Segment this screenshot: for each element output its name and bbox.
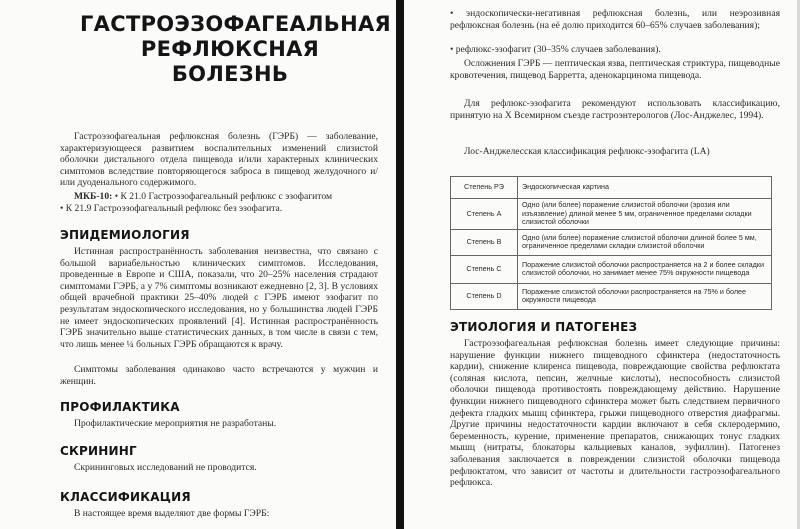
table-cell-stage: Степень B [451, 229, 518, 255]
table-cell-description: Одно (или более) поражение слизистой оболочки длиной более 5 мм, ограниченное пределами складки слизистой оболочки [518, 229, 772, 255]
table-cell-description: Поражение слизистой оболочки распространяется на 75% и более окружности пищевода [518, 283, 772, 309]
table-cell-description: Эндоскопическая картина [518, 177, 772, 199]
heading-prophylaxis: ПРОФИЛАКТИКА [60, 400, 180, 414]
mkb-block [60, 191, 378, 214]
intro-paragraph [60, 131, 378, 189]
classification-paragraph [60, 508, 378, 520]
complications-text: Осложнения ГЭРБ — пептическая язва, пептическая стриктура, пищеводные кровотечения, пищевод Барретта, аденокарцинома пищевода. [450, 58, 780, 81]
mkb-code-2: • К 21.9 Гастроэзофагеальный рефлюкс без эзофагита. [60, 202, 283, 214]
screening-text: Скрининговых исследований не проводится. [74, 462, 257, 473]
right-page [404, 0, 800, 529]
recommendation-paragraph [450, 98, 780, 121]
table-row [451, 229, 772, 255]
table-cell-stage: Степень D [451, 283, 518, 309]
epidemiology-paragraph-1 [60, 246, 378, 350]
table-cell-stage: Степень A [451, 199, 518, 230]
table-caption [450, 146, 780, 158]
table-row [451, 255, 772, 283]
table-cell-description: Поражение слизистой оболочки распространяется на 2 и более складки слизистой оболочки, но занимает менее 75% окружности пищевода [518, 255, 772, 283]
complications-paragraph [450, 58, 780, 81]
epidemiology-text-1: Истинная распространённость заболевания неизвестна, что связано с большой вариабельностью клинических симптомов. Исследования, проведенные в Европе и США, показали, что 20–25% населения страдают симптомами ГЭРБ, а у 7% симптомы возникают ежедневно [2, 3]. В условиях общей врачебной практики 25–40% людей с ГЭРБ имеют эзофагит по результатам эндоскопического исследования, но у большинства людей ГЭРБ не имеет эндоскопических проявлений [4]. Истинная распространённость ГЭРБ значительно выше статистических данных, в том числе в связи с тем, что лишь менее ¼ больных ГЭРБ обращаются к врачу. [60, 246, 378, 350]
classification-text: В настоящее время выделяют две формы ГЭРБ: [74, 508, 270, 519]
heading-etiology: ЭТИОЛОГИЯ И ПАТОГЕНЕЗ [450, 320, 638, 334]
table-row [451, 283, 772, 309]
form-bullet-1: • эндоскопически-негативная рефлюксная болезнь, или неэрозивная рефлюксная болезнь (на её долю приходится 60–65% случаев заболевания); [450, 8, 780, 31]
heading-classification: КЛАССИФИКАЦИЯ [60, 490, 191, 504]
etiology-paragraph [450, 338, 780, 489]
intro-text: Гастроэзофагеальная рефлюксная болезнь (ГЭРБ) — заболевание, характеризующееся развитием воспалительных изменений слизистой оболочки дистального отдела пищевода и/или характерных клинических симптомов вследствие повторяющегося заброса в пищевод желудочного и/или дуоденального содержимого. [60, 131, 378, 189]
table-cell-stage: Степень РЭ [451, 177, 518, 199]
prophylaxis-text: Профилактические мероприятия не разработаны. [74, 418, 277, 429]
table-row [451, 199, 772, 230]
mkb-label: МКБ-10: [74, 191, 113, 202]
book-gutter [396, 0, 404, 529]
recommendation-text: Для рефлюкс-эзофагита рекомендуют использовать классификацию, принятую на X Всемирном съезде гастроэнтерологов (Лос-Анджелес, 1994). [450, 98, 780, 121]
prophylaxis-paragraph [60, 418, 378, 430]
epidemiology-paragraph-2 [60, 364, 378, 387]
title-line-1: ГАСТРОЭЗОФАГЕАЛЬНАЯ [80, 12, 391, 36]
table-cell-stage: Степень C [451, 255, 518, 283]
mkb-code-1: • К 21.0 Гастроэзофагеальный рефлюкс с эзофагитом [114, 191, 333, 202]
la-classification-table [450, 176, 772, 310]
screening-paragraph [60, 462, 378, 474]
etiology-text: Гастроэзофагеальная рефлюксная болезнь имеет следующие причины: нарушение функции нижнего пищеводного сфинктера (недостаточность кардии), снижение клиренса пищевода, повреждающие свойства рефлюктата (соляная кислота, пепсин, желчные кислоты), неспособность слизистой оболочки пищевода противостоять повреждающему действию. Нарушение функции нижнего пищеводного сфинктера может быть следствием первичного дефекта гладких мышц сфинктера, грыжи пищеводного отверстия диафрагмы. Другие причины недостаточности кардии включают в себя склеродермию, беременность, курение, применение препаратов, снижающих тонус гладких мышц (нитраты, блокаторы кальциевых каналов, эуфиллин). Патогенез заболевания заключается в повреждении слизистой оболочки пищевода рефлюктатом, что зависит от частоты и длительности гастроэзофагеального рефлюкса. [450, 338, 780, 489]
left-page [0, 0, 396, 529]
form-bullet-2: • рефлюкс-эзофагит (30–35% случаев заболевания). [450, 44, 661, 55]
table-cell-description: Одно (или более) поражение слизистой оболочки (эрозия или изъязвление) длиной менее 5 мм, ограниченное пределами складки слизистой оболочки [518, 199, 772, 230]
heading-epidemiology: ЭПИДЕМИОЛОГИЯ [60, 228, 190, 242]
heading-screening: СКРИНИНГ [60, 444, 137, 458]
page-title [80, 12, 391, 87]
epidemiology-text-2: Симптомы заболевания одинаково часто встречаются у мужчин и женщин. [60, 364, 378, 387]
title-line-2: РЕФЛЮКСНАЯ БОЛЕЗНЬ [140, 37, 320, 86]
table-row [451, 177, 772, 199]
table-caption-text: Лос-Анджелесская классификация рефлюкс-эзофагита (LA) [464, 146, 710, 157]
